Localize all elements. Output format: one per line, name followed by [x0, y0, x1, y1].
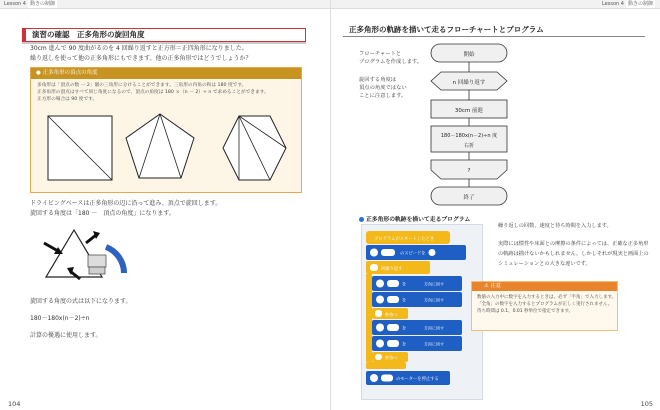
caution-box: [471, 281, 618, 331]
motor-block-4[interactable]: [372, 336, 462, 351]
wait-block-2[interactable]: [372, 352, 408, 362]
hint-heading: [31, 68, 301, 79]
hint-line-3: 正方形の場合は 90 度です。: [37, 97, 98, 102]
right-text-2-line-2: の軌跡は描けないかもしれません。しかしそれが現実と画面上の: [498, 251, 649, 257]
motor-block-1-text: を: [402, 282, 407, 288]
hint-heading-text: 正多角形の頂点の角度: [42, 70, 98, 76]
turning-robot-diagram: [36, 225, 146, 285]
flow-loop-text: n 回繰り返す: [452, 80, 486, 86]
speed-block-text: のスピードを: [400, 251, 426, 257]
polygon-diagrams: [32, 110, 300, 190]
repeat-block-text: 回繰り返す: [381, 267, 403, 272]
left-lesson-title: 動きの制御: [29, 1, 55, 7]
flow-start-text: 開始: [463, 52, 475, 58]
lightbulb-icon: ●: [36, 70, 41, 76]
motor-block-1-dir: 方向に回す: [424, 281, 444, 287]
wait-block-1-text: 秒待つ: [385, 312, 398, 317]
left-lesson-label: Lesson 4: [4, 1, 26, 7]
motor-block-3-text: を: [402, 326, 407, 332]
program-title-text: 正多角形の軌跡を描いて走るプログラム: [366, 217, 471, 223]
motor-block-2[interactable]: [372, 292, 462, 307]
section-title: 演習の確認 正多角形の旋回角度: [22, 28, 306, 42]
right-text-2-line-3: シミュレーションとの大きな違いです。: [498, 261, 591, 267]
note2-line-3: ことに注意します。: [359, 93, 407, 99]
right-text-1: 繰り返しの回数、速度と待ち時間を入力します。: [498, 223, 612, 229]
square-diagram: [48, 116, 112, 180]
motor-block-1[interactable]: [372, 276, 462, 291]
motor-block-4-text: を: [402, 342, 407, 348]
caution-heading-text: 注意: [490, 283, 502, 289]
left-page-number: 104: [8, 400, 21, 408]
body-line-2: 旋回する角度は「180 － 頂点の角度」になります。: [30, 210, 175, 217]
stop-block-text: のモーターを停止する: [396, 377, 439, 382]
wait-block-1[interactable]: [372, 308, 408, 319]
motor-block-2-dir: 方向に回す: [424, 297, 444, 303]
note1-line-2: プログラムを作成します。: [359, 59, 423, 65]
right-running-head: [602, 0, 655, 8]
program-canvas: [361, 224, 483, 400]
caution-line-1: 数値の入力中に数字を入力するときは、必ず「半角」で入力します。: [477, 295, 617, 300]
program-title: [359, 214, 470, 223]
hint-body: [31, 79, 301, 106]
speed-block[interactable]: [366, 245, 466, 260]
program-blocks: [362, 225, 482, 399]
right-page-number: 105: [640, 400, 653, 408]
right-title: 正多角形の軌跡を描いて走るフローチャートとプログラム: [343, 23, 645, 37]
start-block-text: プログラムがスタートしたとき: [374, 237, 435, 242]
start-block[interactable]: [366, 231, 450, 244]
stop-block[interactable]: [366, 371, 450, 385]
closing-line: 計算の優遇に使用します。: [30, 332, 102, 339]
caution-line-3: 待ち時間は 0.1、0.01 秒単位で指定できます。: [477, 309, 574, 314]
wait-block-2-text: 秒待つ: [385, 355, 398, 360]
motor-block-3-dir: 方向に回す: [424, 325, 444, 331]
hint-line-1: 多角形は「頂点の数 － 2」個の三角形に分けることができます。三角形の内角の和は 180 度です。: [37, 83, 247, 88]
flow-end-text: 終了: [463, 195, 475, 201]
right-lesson-title: 動きの制御: [627, 1, 653, 7]
body-line-1: ドライビングベースは正多角形の辺に沿って進み、頂点で旋回します。: [30, 200, 222, 207]
flow-turn-text-2: 右折: [463, 143, 475, 149]
right-page: [330, 0, 660, 410]
left-running-head: [4, 0, 57, 8]
hexagon-diagram: [223, 116, 286, 180]
intro-line-1: 30cm 進んで 90 度曲がるのを 4 回繰り返すと正方形＝正四角形になりました。: [30, 45, 248, 52]
right-lesson-label: Lesson 4: [602, 1, 624, 7]
warning-icon: ⚠: [484, 283, 489, 289]
formula-intro: 旋回する角度の式は以下になります。: [30, 298, 132, 305]
intro-line-2: 繰り返しを使って他の正多角形にもできます。他の正多角形ではどうでしょうか？: [30, 55, 252, 62]
hint-box: [30, 67, 302, 193]
formula: 180－180x(n－2)÷n: [30, 315, 90, 322]
motor-block-2-text: を: [402, 298, 407, 304]
caution-heading: [472, 282, 617, 291]
right-text-2-line-1: 実際には慣性や床面との摩擦の条件によっては、正確な正多角形: [498, 241, 649, 247]
note2-line-1: 旋回する角度は: [359, 77, 397, 83]
motor-block-4-dir: 方向に回す: [424, 341, 444, 347]
flow-turn-text-1: 180－180x(n－2)÷n 度: [440, 133, 498, 139]
flow-forward-text: 30cm 前進: [454, 108, 484, 114]
flow-loop-end-text: ?: [467, 168, 471, 174]
motor-block-3[interactable]: [372, 320, 462, 335]
caution-body: [472, 291, 617, 318]
pentagon-diagram: [126, 114, 194, 178]
note2-line-2: 頂点の角度ではない: [359, 85, 407, 91]
bullet-icon: [359, 217, 364, 222]
flowchart: [427, 42, 547, 207]
caution-line-2: 「全角」の数字を入力するとプログラムが正しく実行されません。: [477, 302, 613, 307]
note1-line-1: フローチャートと: [359, 51, 402, 57]
hint-line-2: 正多角形の頂点はすべて同じ角度になるので、頂点の角度は 180 ｘ（n － 2）÷ n で求めることができます。: [37, 90, 269, 95]
